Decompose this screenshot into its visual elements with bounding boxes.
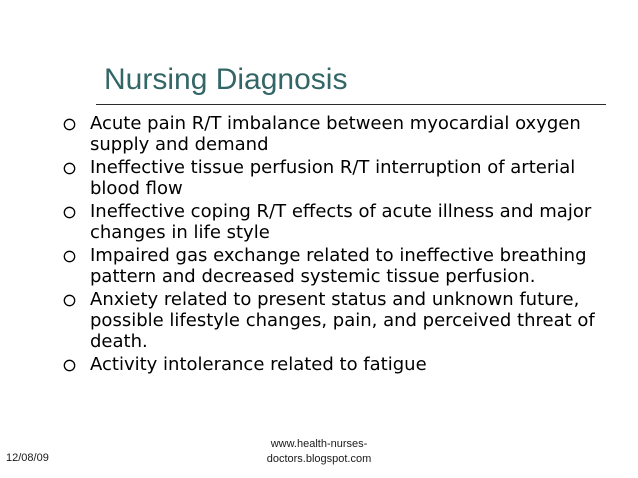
bullet-text: Impaired gas exchange related to ineffective breathing pattern and decreased systemic tissue perfusion. [90,245,587,287]
bullet-list [60,113,630,377]
bullet-text: Activity intolerance related to fatigue [90,354,427,375]
hollow-circle-icon [63,294,76,307]
bullet-item [60,245,630,287]
hollow-circle-icon [63,250,76,263]
footer-source-line-2: doctors.blogspot.com [266,453,372,465]
bullet-text: Ineffective coping R/T effects of acute illness and major changes in life style [90,201,592,243]
bullet-item [60,157,630,199]
bullet-item [60,113,630,155]
hollow-circle-icon [63,206,76,219]
bullet-text: Acute pain R/T imbalance between myocardial oxygen supply and demand [90,113,581,155]
bullet-item [60,289,630,352]
hollow-circle-icon [63,118,76,131]
bullet-item [60,201,630,243]
hollow-circle-icon [63,359,76,372]
bullet-item [60,354,630,375]
slide-title: Nursing Diagnosis [104,63,348,96]
footer-date: 12/08/09 [6,452,49,464]
footer-source-line-1: www.health-nurses- [270,438,368,450]
footer-source [250,437,388,467]
bullet-text: Anxiety related to present status and unknown future, possible lifestyle changes, pain, and perceived threat of death. [90,289,595,352]
bullet-text: Ineffective tissue perfusion R/T interruption of arterial blood flow [90,157,576,199]
title-underline [96,104,606,105]
hollow-circle-icon [63,162,76,175]
